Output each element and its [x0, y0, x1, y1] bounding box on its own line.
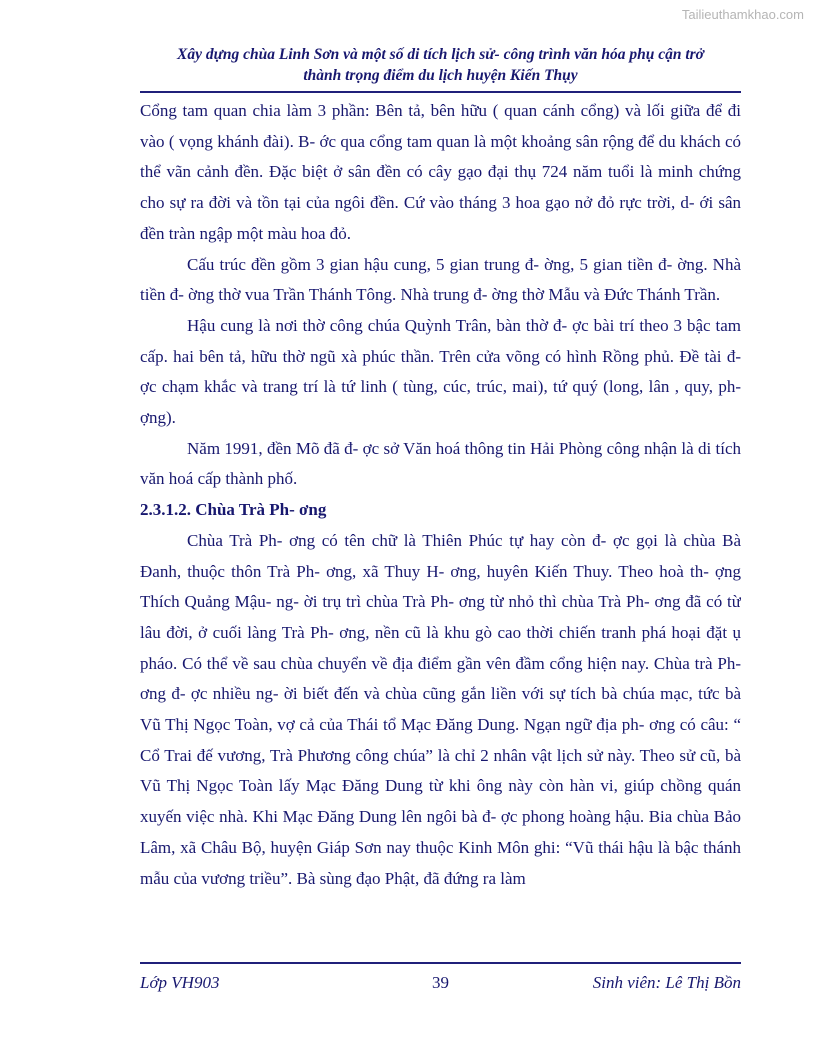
section-heading: 2.3.1.2. Chùa Trà Ph- ơng — [140, 500, 327, 520]
header-title-line1: Xây dựng chùa Linh Sơn và một số di tích lịch sử- công trình văn hóa phụ cận trở — [176, 46, 704, 63]
footer-student-label: Sinh viên: Lê Thị Bồn — [592, 973, 741, 992]
document-page — [140, 0, 741, 958]
paragraph: Hậu cung là nơi thờ công chúa Quỳnh Trân, bàn thờ đ- ợc bài trí theo 3 bậc tam cấp. hai bên tả, hữu thờ ngũ xà phúc thần. Trên cửa võng có hình Rồng phủ. Đề tài đ- ợc chạm khắc và trang trí là tứ linh ( tùng, cúc, trúc, mai), tứ quý (long, lân , quy, ph- ợng). — [140, 315, 741, 428]
paragraph: Năm 1991, đền Mõ đã đ- ợc sở Văn hoá thông tin Hải Phòng công nhận là di tích văn hoá cấp thành phố. — [140, 438, 741, 489]
page-footer — [140, 962, 741, 993]
paragraph: Cổng tam quan chia làm 3 phần: Bên tả, bên hữu ( quan cánh cổng) và lối giữa để đi vào ( vọng khánh đài). B- ớc qua cổng tam quan là một khoảng sân rộng để du khách có thể vãn cảnh đền. Đặc biệt ở sân đền có cây gạo đại thụ 724 năm tuổi là minh chứng cho sự ra đời và tồn tại của ngôi đền. Cứ vào tháng 3 hoa gạo nở đỏ rực trời, d- ới sân đền tràn ngập một màu hoa đỏ. — [140, 101, 741, 243]
header-divider — [140, 91, 741, 93]
footer-row — [140, 973, 741, 993]
header-title-line2: thành trọng điểm du lịch huyện Kiến Thụy — [303, 67, 578, 84]
page-number: 39 — [432, 973, 449, 992]
footer-divider — [140, 962, 741, 964]
paragraph: Cấu trúc đền gồm 3 gian hậu cung, 5 gian trung đ- ờng, 5 gian tiền đ- ờng. Nhà tiền đ- ờng thờ vua Trần Thánh Tông. Nhà trung đ- ờng thờ Mẫu và Đức Thánh Trần. — [140, 254, 741, 305]
paragraph: Chùa Trà Ph- ơng có tên chữ là Thiên Phúc tự hay còn đ- ợc gọi là chùa Bà Đanh, thuộc thôn Trà Ph- ơng, xã Thuy H- ơng, huyên Kiến Thuy. Theo hoà th- ợng Thích Quảng Mậu- ng- ời trụ trì chùa Trà Ph- ơng từ nhỏ thì chùa Trà Ph- ơng đã có từ lâu đời, ở cuối làng Trà Ph- ơng, nền cũ là khu gò cao thời chiến tranh phá hoại đặt ụ pháo. Có thể về sau chùa chuyển về địa điểm gần vên đầm cổng hiện nay. Chùa trà Ph- ơng đ- ợc nhiều ng- ời biết đến và chùa cũng gắn liền với sự tích bà chúa mạc, tức bà Vũ Thị Ngọc Toàn, vợ cả của Thái tổ Mạc Đăng Dung. Ngạn ngữ địa ph- ơng có câu: “ Cổ Trai đế vương, Trà Phương công chúa” là chỉ 2 nhân vật lịch sử này. Theo sử cũ, bà Vũ Thị Ngọc Toàn lấy Mạc Đăng Dung từ khi ông này còn hàn vi, giúp chồng quán xuyến việc nhà. Khi Mạc Đăng Dung lên ngôi bà đ- ợc phong hoàng hậu. Bia chùa Bảo Lâm, xã Châu Bộ, huyện Giáp Sơn nay thuộc Kinh Môn ghi: “Vũ thái hậu là bậc thánh mẫu của vương triều”. Bà sùng đạo Phật, đã đứng ra làm — [140, 530, 741, 888]
watermark: Tailieuthamkhao.com — [681, 7, 804, 22]
document-body — [140, 96, 741, 958]
footer-class-label: Lớp VH903 — [140, 973, 220, 992]
page-header — [140, 44, 741, 86]
